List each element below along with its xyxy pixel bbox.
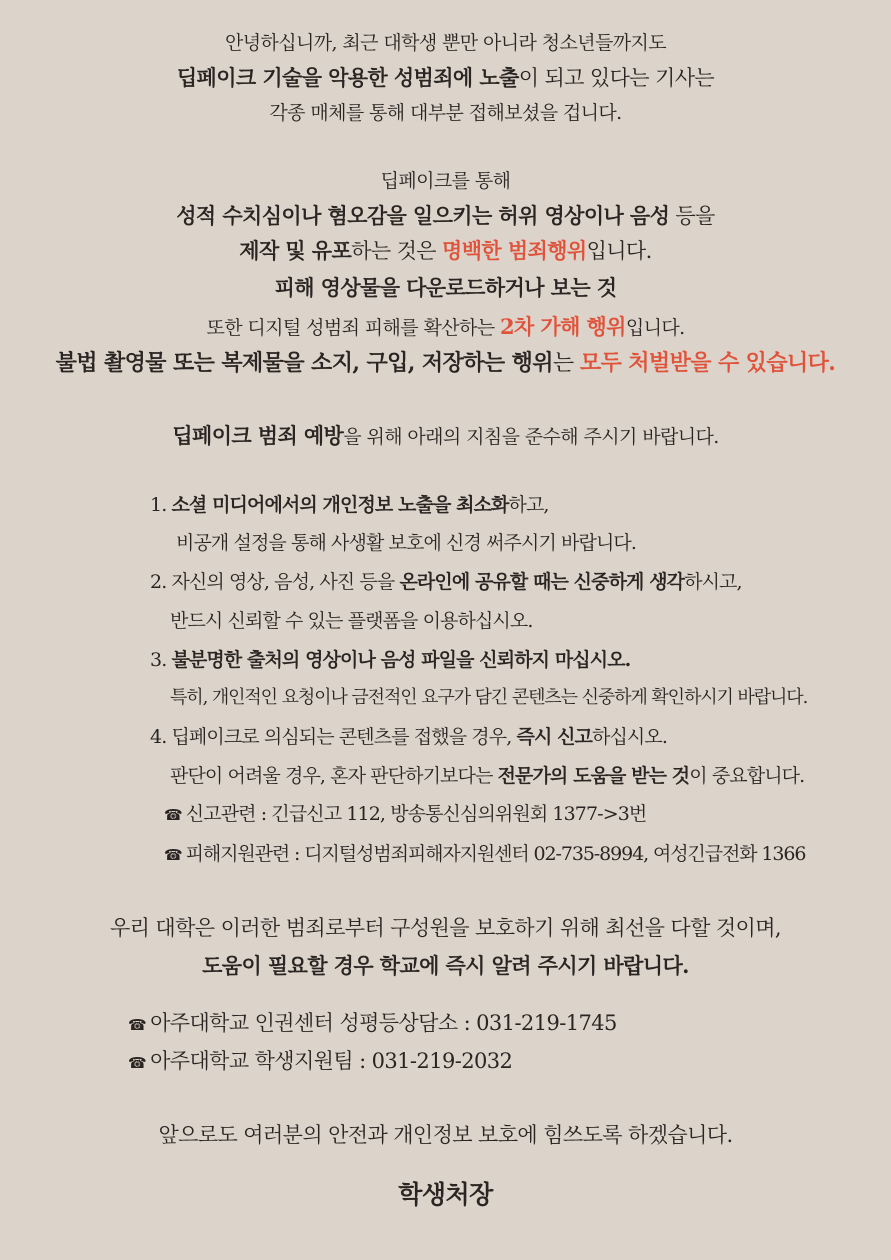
warning-text: 입니다. <box>586 239 652 263</box>
closing-line-2 <box>0 950 891 980</box>
closing-text: 우리 대학은 이러한 범죄로부터 구성원을 보호하기 위해 최선을 다할 것이며, <box>109 916 782 940</box>
warning-line-4 <box>0 272 891 302</box>
guideline-3-detail <box>170 683 891 709</box>
guideline-1 <box>150 490 891 517</box>
warning-red-text: 명백한 범죄행위 <box>442 238 587 263</box>
guideline-emphasis: 즉시 신고 <box>516 726 593 748</box>
intro-text: 안녕하십니까, 최근 대학생 뿐만 아니라 청소년들까지도 <box>225 32 666 54</box>
warning-line-3 <box>0 235 891 265</box>
phone-student-support <box>128 1045 891 1075</box>
phone-icon: ☎ <box>128 1016 147 1034</box>
warning-text: 입니다. <box>625 317 685 339</box>
phone-icon: ☎ <box>164 806 182 824</box>
signature <box>0 1175 891 1211</box>
guideline-text: 비공개 설정을 통해 사생활 보호에 신경 써주시기 바랍니다. <box>176 532 637 554</box>
warning-line-5 <box>0 311 891 341</box>
signature-text: 학생처장 <box>398 1180 493 1209</box>
warning-text: 등을 <box>669 204 715 228</box>
warning-line-6 <box>0 346 891 377</box>
guideline-text: 2. 자신의 영상, 음성, 사진 등을 <box>150 571 400 593</box>
phone-human-rights-center <box>128 1007 891 1037</box>
guideline-text: 판단이 어려울 경우, 혼자 판단하기보다는 <box>170 765 498 787</box>
guideline-text: 반드시 신뢰할 수 있는 플랫폼을 이용하십시오. <box>170 610 533 632</box>
warning-text: 하는 것은 <box>351 239 443 263</box>
warning-red-text: 모두 처벌받을 수 있습니다. <box>579 350 836 376</box>
guideline-text: 특히, 개인적인 요청이나 금전적인 요구가 담긴 콘텐츠는 신중하게 확인하시기 바랍니다. <box>170 687 808 708</box>
guideline-4 <box>150 722 891 749</box>
guideline-emphasis: 전문가의 도움을 받는 것 <box>497 765 690 787</box>
guideline-emphasis: 온라인에 공유할 때는 신중하게 생각 <box>399 571 685 593</box>
warning-red-text: 2차 가해 행위 <box>499 314 626 339</box>
phone-icon: ☎ <box>128 1054 147 1072</box>
intro-text: 이 되고 있다는 기사는 <box>518 66 715 90</box>
report-contact <box>164 799 891 826</box>
guideline-number: 3. <box>150 649 172 671</box>
prevention-line <box>0 420 891 450</box>
contact-text: 아주대학교 인권센터 성평등상담소 : 031-219-1745 <box>150 1011 617 1035</box>
guideline-text: 이 중요합니다. <box>689 765 805 787</box>
guideline-number: 1. <box>150 494 172 516</box>
closing-text: 앞으로도 여러분의 안전과 개인정보 보호에 힘쓰도록 하겠습니다. <box>158 1123 733 1147</box>
report-contact-text: 신고관련 : 긴급신고 112, 방송통신심의위원회 1377->3번 <box>185 803 647 825</box>
guideline-emphasis: 불분명한 출처의 영상이나 음성 파일을 신뢰하지 마십시오. <box>171 649 631 671</box>
intro-line-1 <box>0 28 891 55</box>
guideline-2 <box>150 567 891 594</box>
warning-emphasis: 불법 촬영물 또는 복제물을 소지, 구입, 저장하는 행위 <box>55 350 553 376</box>
guideline-emphasis: 소셜 미디어에서의 개인정보 노출을 최소화 <box>171 494 509 516</box>
warning-text: 또한 디지털 성범죄 피해를 확산하는 <box>206 317 500 339</box>
warning-line-1 <box>0 166 891 193</box>
warning-emphasis: 피해 영상물을 다운로드하거나 보는 것 <box>274 275 617 300</box>
guideline-4-detail <box>170 761 891 788</box>
closing-emphasis: 도움이 필요할 경우 학교에 즉시 알려 주시기 바랍니다. <box>202 953 689 978</box>
guideline-2-detail <box>170 606 891 633</box>
closing-line-1 <box>0 912 891 942</box>
warning-text: 딥페이크를 통해 <box>380 170 511 192</box>
guideline-text: 하시고, <box>684 571 742 593</box>
support-contact <box>164 839 891 866</box>
warning-text: 는 <box>552 351 580 376</box>
intro-text: 각종 매체를 통해 대부분 접해보셨을 겁니다. <box>269 102 622 124</box>
guideline-3 <box>150 645 891 672</box>
phone-icon: ☎ <box>164 846 182 864</box>
intro-emphasis: 딥페이크 기술을 악용한 성범죄에 노출 <box>176 65 519 90</box>
prevention-text: 을 위해 아래의 지침을 준수해 주시기 바랍니다. <box>343 426 719 448</box>
warning-line-2 <box>0 200 891 230</box>
intro-line-2 <box>0 62 891 92</box>
guideline-1-detail <box>176 528 891 555</box>
intro-line-3 <box>0 98 891 125</box>
warning-emphasis: 제작 및 유포 <box>239 238 352 263</box>
closing-line-3 <box>0 1119 891 1149</box>
guideline-text: 하십시오. <box>592 726 667 748</box>
guideline-text: 4. 딥페이크로 의심되는 콘텐츠를 접했을 경우, <box>150 726 517 748</box>
support-contact-text: 피해지원관련 : 디지털성범죄피해자지원센터 02-735-8994, 여성긴급전화 1366 <box>185 843 806 865</box>
prevention-emphasis: 딥페이크 범죄 예방 <box>172 423 344 448</box>
warning-emphasis: 성적 수치심이나 혐오감을 일으키는 허위 영상이나 음성 <box>176 203 670 228</box>
contact-text: 아주대학교 학생지원팀 : 031-219-2032 <box>150 1049 513 1073</box>
guideline-text: 하고, <box>508 494 549 516</box>
